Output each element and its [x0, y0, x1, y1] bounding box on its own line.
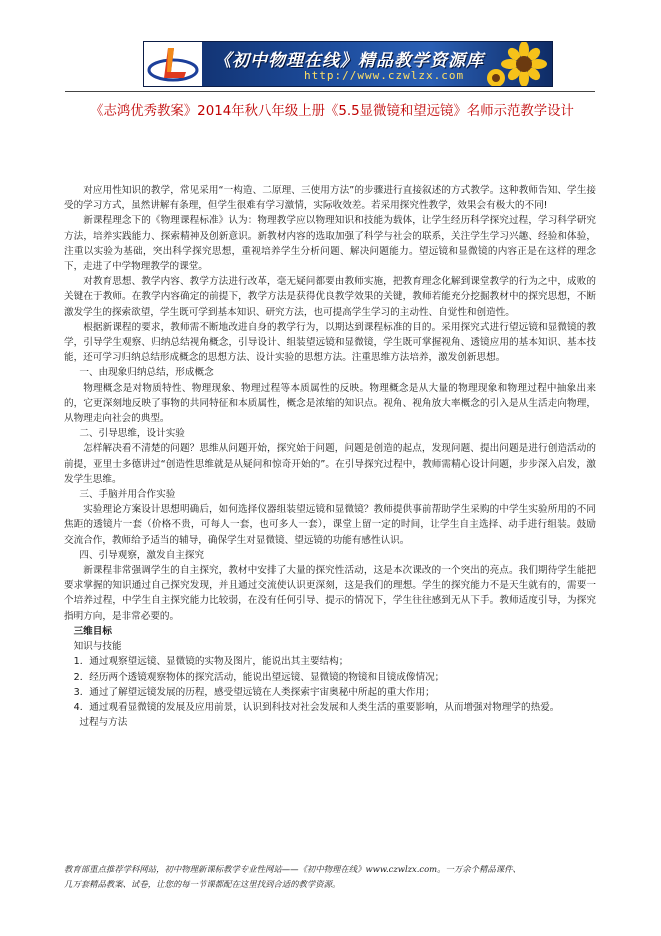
paragraph: 物理概念是对物质特性、物理现象、物理过程等本质属性的反映。物理概念是从大量的物理现象和物理过程中抽象出来的，它更深刻地反映了事物的共同特征和本质属性，概念是浓缩的知识点。视角、视角放大率概念的引入是从生活走向物理，从物理走向社会的典型。: [64, 382, 596, 425]
footer-line-2: 几万套精品教案、试卷，让您的每一节课都配在这里找到合适的教学资源。: [64, 879, 341, 889]
section-line: 过程与方法: [79, 717, 128, 729]
section-line: 2．经历两个透镜观察物体的探究活动，能说出望远镜、显微镜的物镜和目镜成像情况；: [73, 671, 445, 683]
paragraph: 对应用性知识的教学，常见采用“一构造、二原理、三使用方法”的步骤进行直接叙述的方式教学。这种教师告知、学生接受的学习方式，虽然讲解有条理，但学生很难有学习激情，实际收效差。若采用探究性教学，效果会有极大的不同!: [64, 185, 596, 212]
section-line: 1．通过观察望远镜、显微镜的实物及图片，能说出其主要结构；: [73, 656, 349, 668]
section-line: 三、手脑并用合作实验: [79, 489, 176, 501]
paragraph: 怎样解决看不清楚的问题？思维从问题开始，探究始于问题，问题是创造的起点，发现问题、提出问题是进行创造活动的前提，亚里士多德讲过“创造性思维就是从疑问和惊奇开始的”。在引导探究过程中，教师需精心设计问题，步步深入启发，激发学生思维。: [64, 443, 596, 485]
paragraph: 新课程理念下的《物理课程标准》认为：物理教学应以物理知识和技能为载体，让学生经历科学探究过程，学习科学研究方法，培养实践能力、探索精神及创新意识。新教材内容的选取加强了科学与社会的联系，关注学生学习兴趣、经验和体验，注重以实验为基础，突出科学探究思想，重视培养学生分析问题、解决问题能力。望远镜和显微镜的内容正是在这样的理念下，走进了中学物理教学的课堂。: [64, 215, 596, 273]
paragraph: 新课程非常强调学生的自主探究，教材中安排了大量的探究性活动，这是本次课改的一个突出的亮点。我们期待学生能把要求掌握的知识通过自己探究发现，并且通过交流使认识更深刻，这是我们的理想。学生的探究能力不是天生就有的，需要一个培养过程，中学生自主探究能力比较弱，在没有任何引导、提示的情况下，学生往往感到无从下手。教师适度引导，为探究指明方向，是非常必要的。: [64, 565, 596, 622]
section-line: 3．通过了解望远镜发展的历程，感受望远镜在人类探索宇宙奥秘中所起的重大作用；: [73, 686, 435, 698]
section-line: 二、引导思维，设计实验: [79, 428, 185, 440]
section-line: 三维目标: [73, 625, 112, 637]
document-body: [64, 183, 596, 730]
section-line: 4．通过观看显微镜的发展及应用前景，认识到科技对社会发展和人类生活的重要影响，从而增强对物理学的热爱。: [73, 701, 560, 713]
paragraph: 对教育思想、教学内容、教学方法进行改革，毫无疑问都要由教师实施，把教育理念化解到课堂教学的行为之中，成败的关键在于教师。在教学内容确定的前提下，教学方法是获得优良教学效果的关键，教师若能充分挖掘教材中的探究思想，不断激发学生的探索欲望，学生既可学到基本知识、研究方法，也可提高学生学习的主动性、自觉性和创造性。: [64, 276, 596, 318]
paragraph: 实验理论方案设计思想明确后，如何选择仪器组装望远镜和显微镜？教师提供事前帮助学生采购的中学生实验所用的不同焦距的透镜片一套（价格不贵，可每人一套，也可多人一套），课堂上留一定的时间，让学生自主选择、动手进行组装。鼓励交流合作，教师给予适当的辅导，确保学生对显微镜、望远镜的功能有感性认识。: [64, 504, 596, 546]
paragraph: 根据新课程的要求，教师需不断地改进自身的教学行为，以期达到课程标准的目的。采用探究式进行望远镜和显微镜的教学，引导学生观察、归纳总结视角概念，引导设计、组装望远镜和显微镜，学生既可掌握视角、透镜应用的基本知识、基本技能，还可学习归纳总结形成概念的思想方法、设计实验的思想方法。注重思维方法培养，激发创新思想。: [64, 321, 596, 364]
footer-line-1: 教育部重点推荐学科网站，初中物理新课标教学专业性网站——《初中物理在线》www.czwlzx.com。一万余个精品课件、: [64, 864, 521, 874]
section-line: 四、引导观察，激发自主探究: [79, 549, 205, 561]
stylized-L-logo-icon: [144, 42, 202, 86]
page-footer: [64, 862, 604, 892]
header-divider: [65, 91, 595, 92]
sunflower-icon: [482, 42, 552, 86]
document-title: 《志鸿优秀教案》2014年秋八年级上册《5.5显微镜和望远镜》名师示范教学设计: [90, 104, 574, 119]
section-line: 一、由现象归纳总结，形成概念: [79, 367, 214, 379]
banner-url: http://www.czwlzx.com: [304, 69, 465, 82]
header-banner: [143, 41, 553, 87]
banner-title: 《初中物理在线》精品教学资源库: [214, 51, 484, 71]
section-line: 知识与技能: [73, 641, 122, 653]
